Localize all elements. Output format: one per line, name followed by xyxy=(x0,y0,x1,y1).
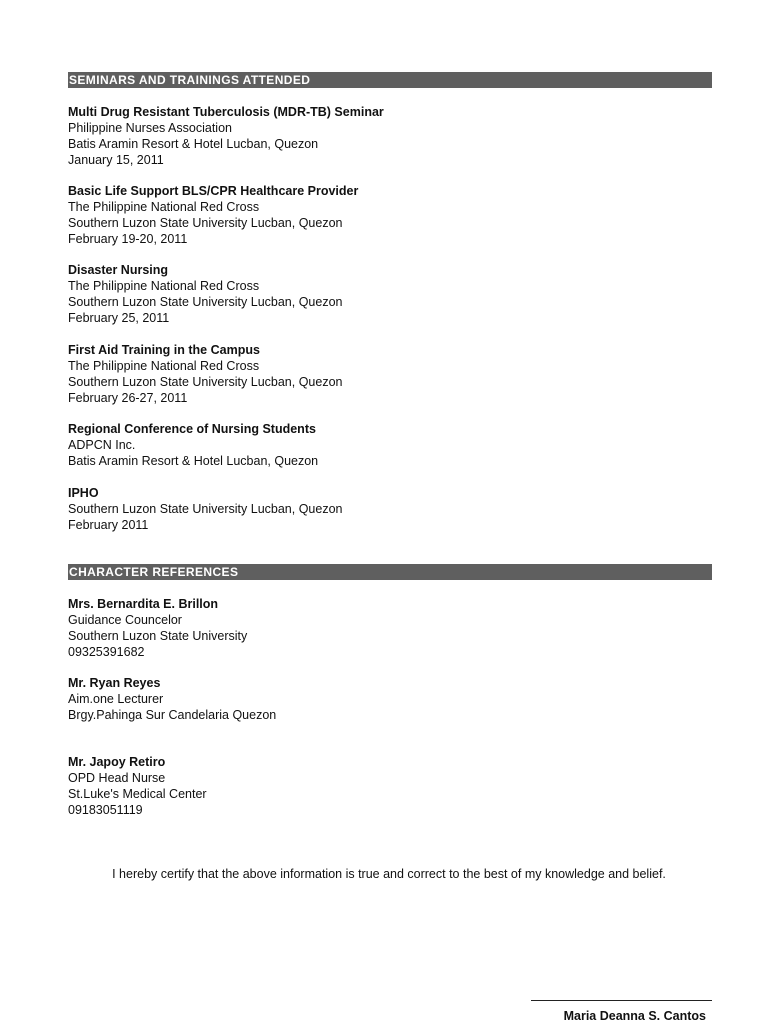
seminar-date: January 15, 2011 xyxy=(68,153,164,167)
seminar-venue: Batis Aramin Resort & Hotel Lucban, Quezon xyxy=(68,137,319,151)
seminar-date: February 2011 xyxy=(68,518,149,532)
reference-entry xyxy=(68,675,708,723)
seminar-date: February 19-20, 2011 xyxy=(68,232,188,246)
reference-phone: 09183051119 xyxy=(68,803,143,817)
reference-position: Aim.one Lecturer xyxy=(68,692,164,706)
seminar-date: February 25, 2011 xyxy=(68,311,170,325)
reference-place: St.Luke's Medical Center xyxy=(68,787,207,801)
seminars-heading: SEMINARS AND TRAININGS ATTENDED xyxy=(68,72,712,88)
references-heading: CHARACTER REFERENCES xyxy=(68,564,712,580)
seminar-entry xyxy=(68,183,708,247)
seminar-date: February 26-27, 2011 xyxy=(68,391,188,405)
seminar-organizer: The Philippine National Red Cross xyxy=(68,359,260,373)
seminar-organizer: Philippine Nurses Association xyxy=(68,121,232,135)
reference-place: Southern Luzon State University xyxy=(68,629,248,643)
reference-phone: 09325391682 xyxy=(68,645,145,659)
seminar-venue: Batis Aramin Resort & Hotel Lucban, Quezon xyxy=(68,454,319,468)
reference-name: Mr. Japoy Retiro xyxy=(68,755,166,769)
seminar-organizer: The Philippine National Red Cross xyxy=(68,279,260,293)
signatory-name: Maria Deanna S. Cantos xyxy=(563,1009,706,1023)
seminar-entry xyxy=(68,485,708,533)
certification-statement: I hereby certify that the above information is true and correct to the best of my knowledge and belief. xyxy=(112,867,666,881)
seminar-title: Multi Drug Resistant Tuberculosis (MDR-TB) Seminar xyxy=(68,105,384,119)
seminar-venue: Southern Luzon State University Lucban, Quezon xyxy=(68,216,343,230)
signature-line xyxy=(531,1000,712,1001)
seminar-organizer: ADPCN Inc. xyxy=(68,438,136,452)
seminar-venue: Southern Luzon State University Lucban, Quezon xyxy=(68,502,343,516)
seminar-entry xyxy=(68,262,708,326)
reference-entry xyxy=(68,754,708,818)
reference-position: Guidance Councelor xyxy=(68,613,182,627)
reference-name: Mr. Ryan Reyes xyxy=(68,676,161,690)
seminar-entry xyxy=(68,104,708,168)
seminar-venue: Southern Luzon State University Lucban, Quezon xyxy=(68,295,343,309)
reference-entry xyxy=(68,596,708,660)
reference-name: Mrs. Bernardita E. Brillon xyxy=(68,597,219,611)
seminar-title: Disaster Nursing xyxy=(68,263,169,277)
reference-position: OPD Head Nurse xyxy=(68,771,166,785)
reference-place: Brgy.Pahinga Sur Candelaria Quezon xyxy=(68,708,277,722)
seminar-title: IPHO xyxy=(68,486,99,500)
seminar-venue: Southern Luzon State University Lucban, Quezon xyxy=(68,375,343,389)
seminar-title: Regional Conference of Nursing Students xyxy=(68,422,316,436)
seminar-title: Basic Life Support BLS/CPR Healthcare Provider xyxy=(68,184,359,198)
seminar-entry xyxy=(68,342,708,406)
seminar-title: First Aid Training in the Campus xyxy=(68,343,260,357)
seminar-entry xyxy=(68,421,708,469)
seminar-organizer: The Philippine National Red Cross xyxy=(68,200,260,214)
